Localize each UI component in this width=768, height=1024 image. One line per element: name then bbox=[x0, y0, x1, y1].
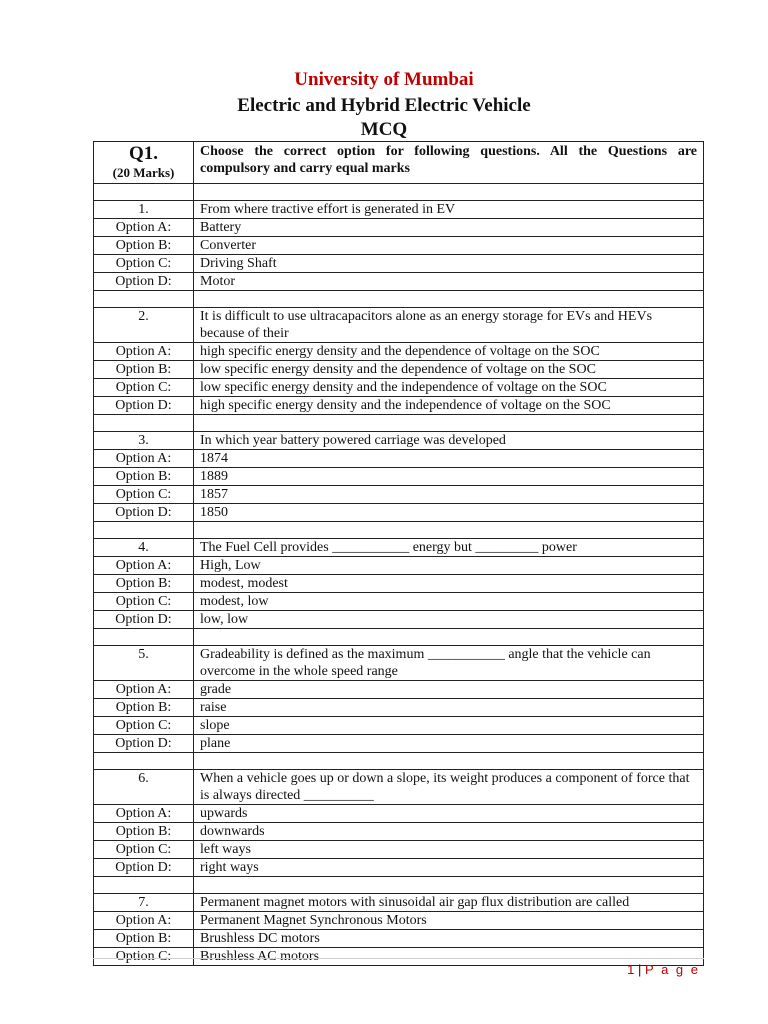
option-text: downwards bbox=[194, 823, 704, 841]
option-label: Option C: bbox=[94, 593, 194, 611]
spacer-row bbox=[94, 753, 704, 770]
question-number: 5. bbox=[94, 646, 194, 681]
question-text: It is difficult to use ultracapacitors alone as an energy storage for EVs and HEVs because of their bbox=[194, 308, 704, 343]
option-row bbox=[94, 593, 704, 611]
university-name: University of Mumbai bbox=[294, 69, 474, 90]
option-row bbox=[94, 805, 704, 823]
question-row bbox=[94, 539, 704, 557]
option-label: Option A: bbox=[94, 557, 194, 575]
mcq-table bbox=[93, 141, 704, 966]
option-row bbox=[94, 912, 704, 930]
document-header bbox=[0, 68, 768, 142]
question-row bbox=[94, 894, 704, 912]
option-text: 1857 bbox=[194, 486, 704, 504]
spacer-row bbox=[94, 291, 704, 308]
option-row bbox=[94, 575, 704, 593]
option-label: Option C: bbox=[94, 948, 194, 966]
page-word: P a g e bbox=[645, 962, 700, 977]
page-separator: | bbox=[638, 962, 642, 977]
option-text: Permanent Magnet Synchronous Motors bbox=[194, 912, 704, 930]
option-row bbox=[94, 717, 704, 735]
spacer-cell bbox=[94, 629, 194, 646]
option-row bbox=[94, 681, 704, 699]
question-text: In which year battery powered carriage was developed bbox=[194, 432, 704, 450]
exam-type: MCQ bbox=[360, 119, 408, 140]
option-text: 1850 bbox=[194, 504, 704, 522]
option-row bbox=[94, 343, 704, 361]
page-footer bbox=[0, 962, 700, 977]
option-row bbox=[94, 397, 704, 415]
option-text: low, low bbox=[194, 611, 704, 629]
option-row bbox=[94, 699, 704, 717]
option-text: right ways bbox=[194, 859, 704, 877]
option-text: high specific energy density and the independence of voltage on the SOC bbox=[194, 397, 704, 415]
option-row bbox=[94, 486, 704, 504]
option-text: Brushless DC motors bbox=[194, 930, 704, 948]
question-number: 4. bbox=[94, 539, 194, 557]
option-label: Option C: bbox=[94, 841, 194, 859]
question-row bbox=[94, 201, 704, 219]
option-row bbox=[94, 468, 704, 486]
spacer-cell bbox=[194, 753, 704, 770]
option-label: Option A: bbox=[94, 450, 194, 468]
option-label: Option D: bbox=[94, 735, 194, 753]
option-row bbox=[94, 450, 704, 468]
question-row bbox=[94, 308, 704, 343]
option-text: upwards bbox=[194, 805, 704, 823]
option-label: Option A: bbox=[94, 912, 194, 930]
spacer-row bbox=[94, 522, 704, 539]
question-number: 1. bbox=[94, 201, 194, 219]
spacer-cell bbox=[94, 184, 194, 201]
option-text: Converter bbox=[194, 237, 704, 255]
marks-label: (20 Marks) bbox=[112, 165, 175, 180]
option-text: left ways bbox=[194, 841, 704, 859]
option-row bbox=[94, 859, 704, 877]
spacer-cell bbox=[194, 629, 704, 646]
question-header-row bbox=[94, 142, 704, 184]
option-label: Option D: bbox=[94, 611, 194, 629]
option-row bbox=[94, 823, 704, 841]
option-row bbox=[94, 504, 704, 522]
option-label: Option A: bbox=[94, 805, 194, 823]
spacer-cell bbox=[194, 184, 704, 201]
option-label: Option C: bbox=[94, 717, 194, 735]
spacer-cell bbox=[194, 522, 704, 539]
option-text: High, Low bbox=[194, 557, 704, 575]
option-row bbox=[94, 930, 704, 948]
option-text: grade bbox=[194, 681, 704, 699]
question-row bbox=[94, 432, 704, 450]
spacer-cell bbox=[94, 415, 194, 432]
option-text: Motor bbox=[194, 273, 704, 291]
option-label: Option D: bbox=[94, 859, 194, 877]
option-label: Option C: bbox=[94, 379, 194, 397]
option-text: low specific energy density and the dependence of voltage on the SOC bbox=[194, 361, 704, 379]
question-text: Permanent magnet motors with sinusoidal air gap flux distribution are called bbox=[194, 894, 704, 912]
question-text: When a vehicle goes up or down a slope, its weight produces a component of force that is always directed __________ bbox=[194, 770, 704, 805]
question-row bbox=[94, 770, 704, 805]
question-text: The Fuel Cell provides ___________ energy but _________ power bbox=[194, 539, 704, 557]
option-label: Option B: bbox=[94, 361, 194, 379]
option-label: Option B: bbox=[94, 930, 194, 948]
spacer-cell bbox=[94, 877, 194, 894]
option-row bbox=[94, 273, 704, 291]
option-text: high specific energy density and the dependence of voltage on the SOC bbox=[194, 343, 704, 361]
option-label: Option D: bbox=[94, 504, 194, 522]
option-text: slope bbox=[194, 717, 704, 735]
question-number: 2. bbox=[94, 308, 194, 343]
spacer-cell bbox=[194, 877, 704, 894]
spacer-cell bbox=[94, 291, 194, 308]
spacer-cell bbox=[194, 415, 704, 432]
option-label: Option C: bbox=[94, 486, 194, 504]
option-text: 1889 bbox=[194, 468, 704, 486]
spacer-cell bbox=[194, 291, 704, 308]
option-text: Driving Shaft bbox=[194, 255, 704, 273]
option-text: 1874 bbox=[194, 450, 704, 468]
spacer-cell bbox=[94, 753, 194, 770]
option-text: Brushless AC motors bbox=[194, 948, 704, 966]
option-row bbox=[94, 255, 704, 273]
question-text: Gradeability is defined as the maximum ___________ angle that the vehicle can overcome in the whole speed range bbox=[194, 646, 704, 681]
option-label: Option B: bbox=[94, 823, 194, 841]
option-text: plane bbox=[194, 735, 704, 753]
subject-title: Electric and Hybrid Electric Vehicle bbox=[237, 95, 531, 116]
option-row bbox=[94, 361, 704, 379]
spacer-row bbox=[94, 629, 704, 646]
spacer-cell bbox=[94, 522, 194, 539]
option-text: modest, modest bbox=[194, 575, 704, 593]
instructions: Choose the correct option for following questions. All the Questions are compulsory and carry equal marks bbox=[194, 142, 704, 184]
question-number: 7. bbox=[94, 894, 194, 912]
option-row bbox=[94, 841, 704, 859]
option-label: Option A: bbox=[94, 219, 194, 237]
question-row bbox=[94, 646, 704, 681]
option-label: Option B: bbox=[94, 699, 194, 717]
option-label: Option B: bbox=[94, 237, 194, 255]
option-row bbox=[94, 379, 704, 397]
option-label: Option D: bbox=[94, 273, 194, 291]
option-text: modest, low bbox=[194, 593, 704, 611]
spacer-row bbox=[94, 184, 704, 201]
option-row bbox=[94, 219, 704, 237]
option-row bbox=[94, 735, 704, 753]
question-number: 6. bbox=[94, 770, 194, 805]
footer-divider bbox=[93, 958, 704, 959]
option-label: Option D: bbox=[94, 397, 194, 415]
option-text: low specific energy density and the independence of voltage on the SOC bbox=[194, 379, 704, 397]
question-label-cell bbox=[94, 142, 194, 184]
option-text: raise bbox=[194, 699, 704, 717]
spacer-row bbox=[94, 415, 704, 432]
option-row bbox=[94, 557, 704, 575]
option-label: Option C: bbox=[94, 255, 194, 273]
option-label: Option A: bbox=[94, 681, 194, 699]
spacer-row bbox=[94, 877, 704, 894]
option-label: Option A: bbox=[94, 343, 194, 361]
option-row bbox=[94, 237, 704, 255]
question-number: 3. bbox=[94, 432, 194, 450]
option-text: Battery bbox=[194, 219, 704, 237]
question-text: From where tractive effort is generated in EV bbox=[194, 201, 704, 219]
option-label: Option B: bbox=[94, 575, 194, 593]
question-label: Q1. bbox=[128, 143, 159, 164]
option-row bbox=[94, 611, 704, 629]
page-number: 1 bbox=[627, 962, 635, 977]
option-label: Option B: bbox=[94, 468, 194, 486]
